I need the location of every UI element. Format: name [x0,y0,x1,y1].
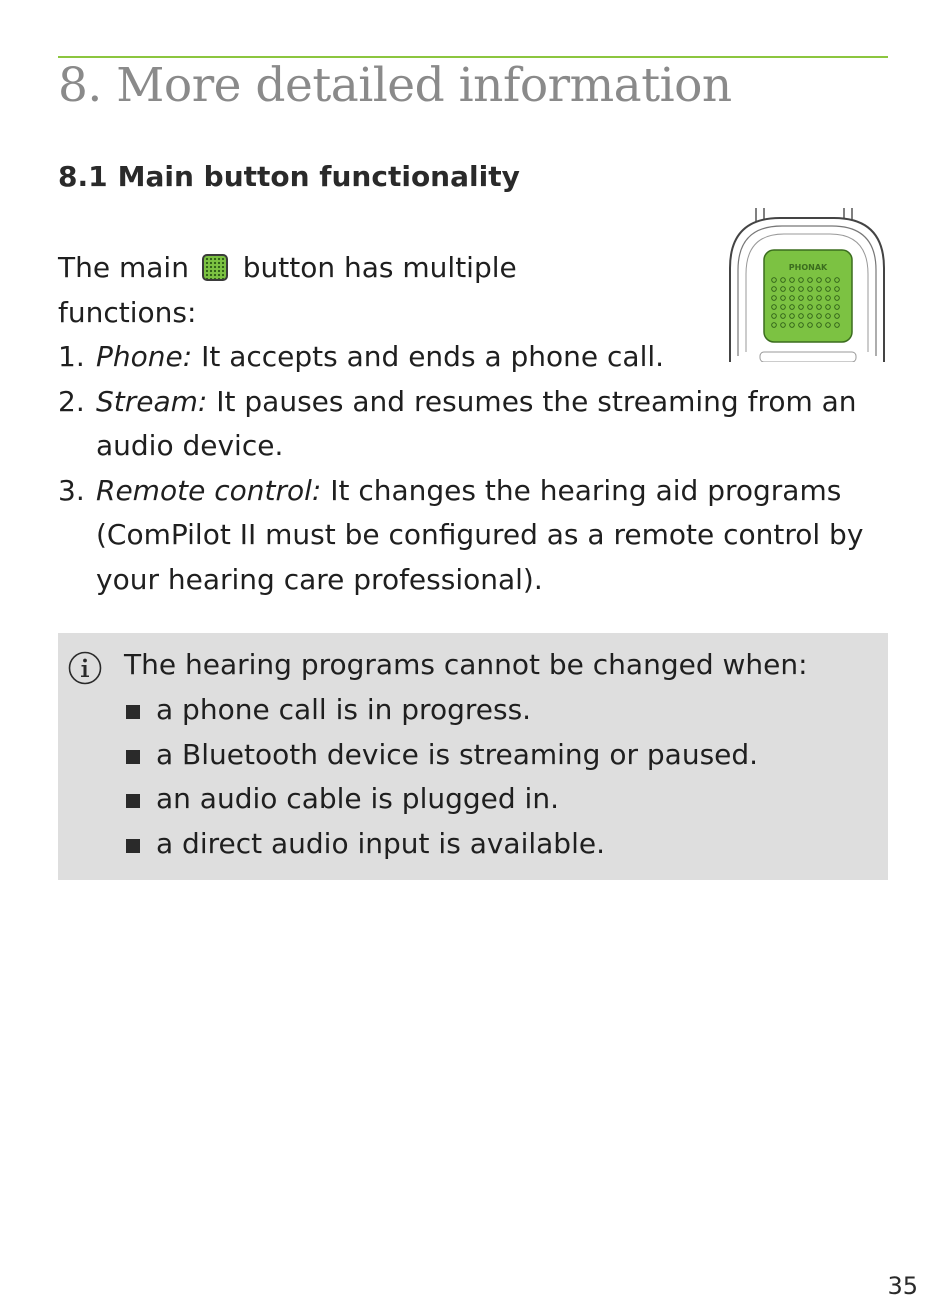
list-term: Stream: [96,384,208,418]
list-item [126,733,758,778]
bullet-text: a direct audio input is available. [156,826,605,860]
list-item [126,822,758,867]
bullet-text: an audio cable is plugged in. [156,782,559,815]
intro-paragraph [58,246,578,335]
page-number: 35 [887,1272,918,1300]
device-brand-label: PHONAK [788,263,828,272]
intro-text-before: The main [58,251,189,284]
list-number: 1. [58,340,85,373]
info-icon [68,651,102,685]
list-term: Remote control: [96,473,322,507]
list-text: It pauses and resumes the streaming from an audio device. [96,384,857,462]
list-text: It changes the hearing aid programs (ComPilot II must be configured as a remote control by your hearing care professional). [96,473,864,596]
list-item [126,777,758,822]
section-number: 8.1 [58,160,108,193]
list-text: It accepts and ends a phone call. [201,340,665,373]
bullet-square-icon [126,794,140,808]
section-title-text: Main button functionality [117,160,520,193]
list-item [126,688,758,733]
bullet-square-icon [126,839,140,853]
note-heading: The hearing programs cannot be changed when: [124,648,808,681]
intro-text-after: button has multiple functions: [58,251,517,329]
info-note [58,633,888,880]
bullet-square-icon [126,705,140,719]
list-item [58,380,898,469]
main-button-icon [202,254,228,281]
list-number: 3. [58,473,85,507]
bullet-text: a Bluetooth device is streaming or paused. [156,737,759,771]
list-number: 2. [58,384,85,418]
section-title [58,160,520,193]
chapter-title: 8. More detailed information [58,58,732,113]
bullet-square-icon [126,750,140,764]
list-item [58,469,898,603]
list-item [58,335,898,380]
functions-list [58,335,898,602]
list-term: Phone: [96,340,193,373]
bullet-text: a phone call is in progress. [156,693,532,726]
note-bullet-list [126,688,758,866]
